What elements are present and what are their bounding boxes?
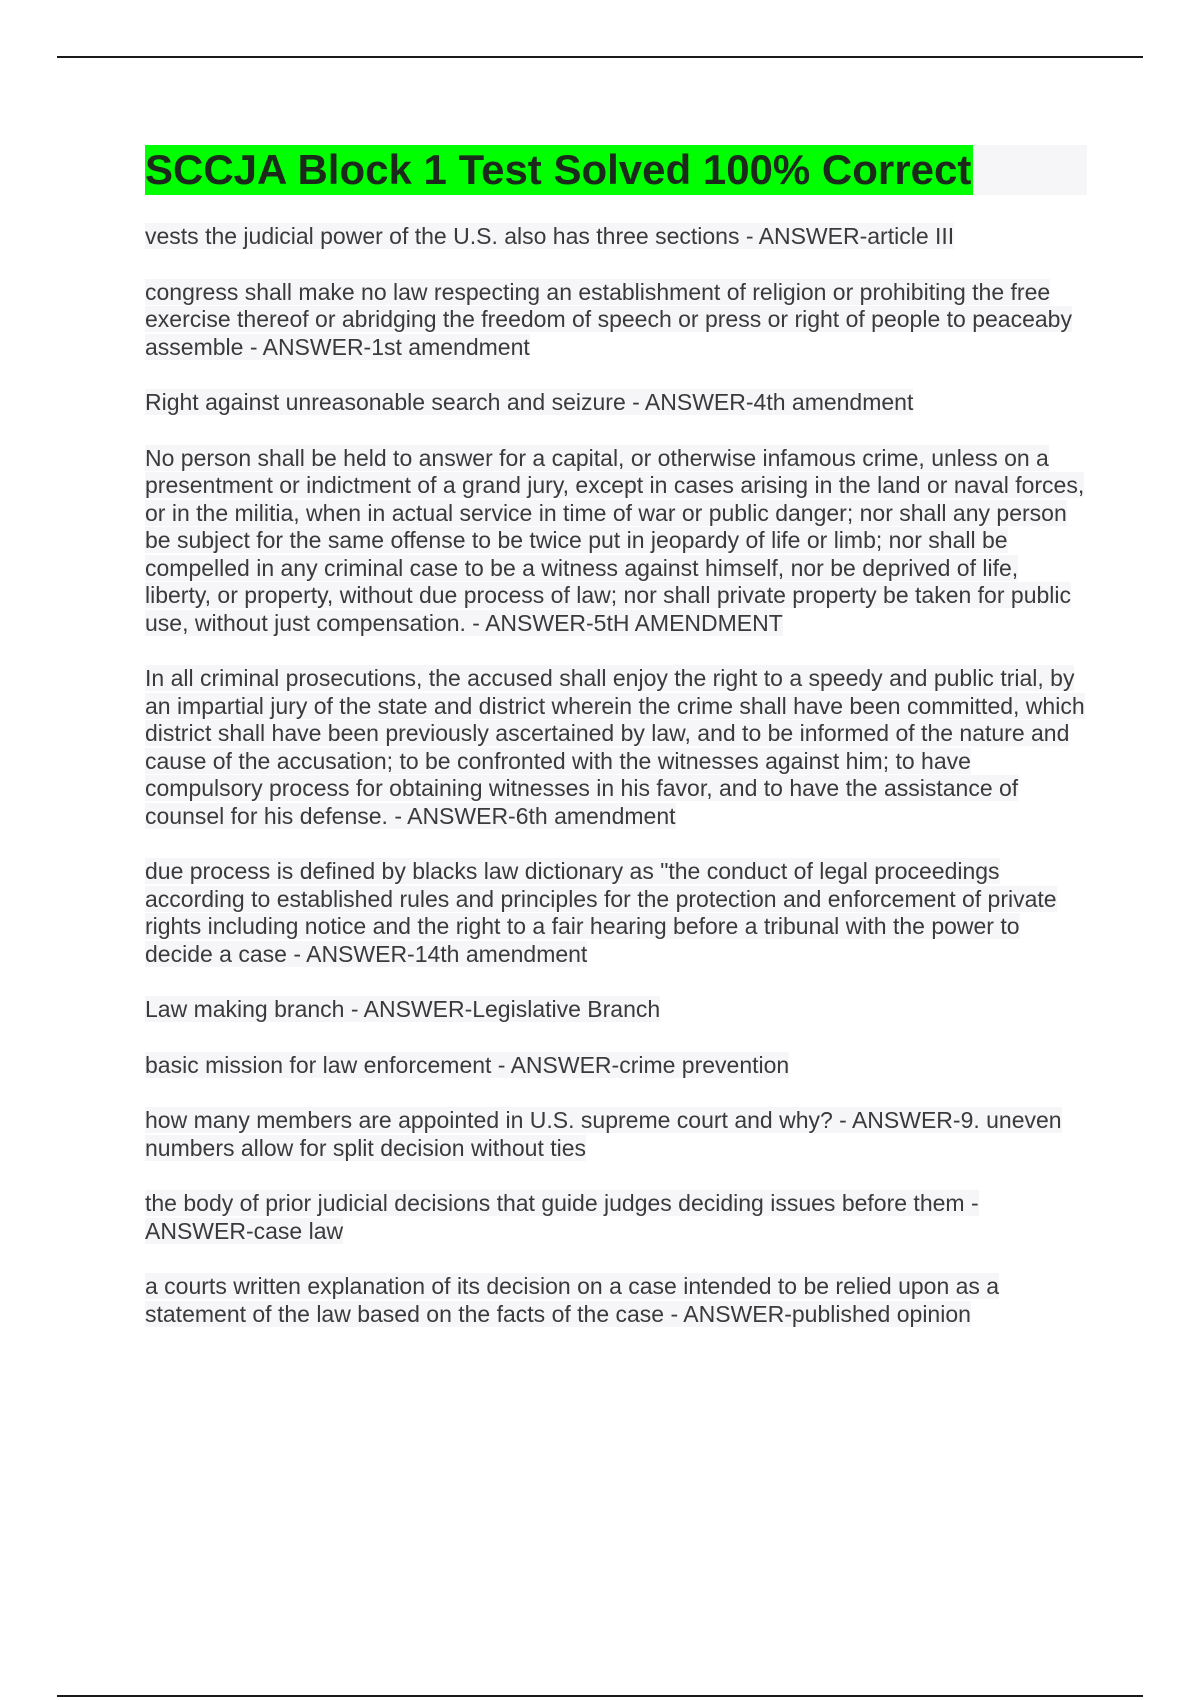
qa-entry <box>145 445 1090 638</box>
qa-text: a courts written explanation of its decision on a case intended to be relied upon as a statement of the law based on the facts of the case - ANSWER-published opinion <box>145 1273 1000 1327</box>
title-bar <box>145 145 1087 195</box>
qa-entry <box>145 858 1090 968</box>
qa-text: Right against unreasonable search and seizure - ANSWER-4th amendment <box>145 389 914 415</box>
qa-entry <box>145 1273 1090 1328</box>
qa-entry <box>145 389 1090 417</box>
qa-text: No person shall be held to answer for a capital, or otherwise infamous crime, unless on a presentment or indictment of a grand jury, except in cases arising in the land or naval forces, or in the militia, when in actual service in time of war or public danger; nor shall any person be subject for the same offense to be twice put in jeopardy of life or limb; nor shall be compelled in any criminal case to be a witness against himself, nor be deprived of life, liberty, or property, without due process of law; nor shall private property be taken for public use, without just compensation. - ANSWER-5tH AMENDMENT <box>145 444 1085 636</box>
qa-entry <box>145 1107 1090 1162</box>
qa-text: basic mission for law enforcement - ANSWER-crime prevention <box>145 1051 790 1078</box>
document-body <box>145 145 1090 1356</box>
qa-text: Law making branch - ANSWER-Legislative Branch <box>145 996 661 1022</box>
qa-text: how many members are appointed in U.S. supreme court and why? - ANSWER-9. uneven numbers allow for split decision without ties <box>145 1107 1062 1161</box>
qa-text: congress shall make no law respecting an establishment of religion or prohibiting the free exercise thereof or abridging the freedom of speech or press or right of people to peaceaby assemble - ANSWER-1st amendment <box>145 278 1072 360</box>
top-rule <box>57 56 1143 58</box>
qa-entry <box>145 223 1090 251</box>
qa-entry <box>145 1052 1090 1080</box>
qa-entry <box>145 1190 1090 1245</box>
qa-entry <box>145 665 1090 830</box>
qa-entry <box>145 279 1090 362</box>
qa-text: vests the judicial power of the U.S. also has three sections - ANSWER-article III <box>145 223 955 249</box>
qa-text: In all criminal prosecutions, the accused shall enjoy the right to a speedy and public trial, by an impartial jury of the state and district wherein the crime shall have been committed, which district shall have been previously ascertained by law, and to be informed of the nature and cause of the accusation; to be confronted with the witnesses against him; to have compulsory process for obtaining witnesses in his favor, and to have the assistance of counsel for his defense. - ANSWER-6th amendment <box>145 665 1085 829</box>
bottom-rule <box>57 1695 1143 1697</box>
document-title: SCCJA Block 1 Test Solved 100% Correct <box>145 146 972 193</box>
qa-text: due process is defined by blacks law dictionary as "the conduct of legal proceedings according to established rules and principles for the protection and enforcement of private rights including notice and the right to a fair hearing before a tribunal with the power to decide a case - ANSWER-14th amendment <box>145 858 1057 967</box>
qa-entry <box>145 996 1090 1024</box>
qa-text: the body of prior judicial decisions that guide judges deciding issues before them - ANSWER-case law <box>145 1190 979 1244</box>
